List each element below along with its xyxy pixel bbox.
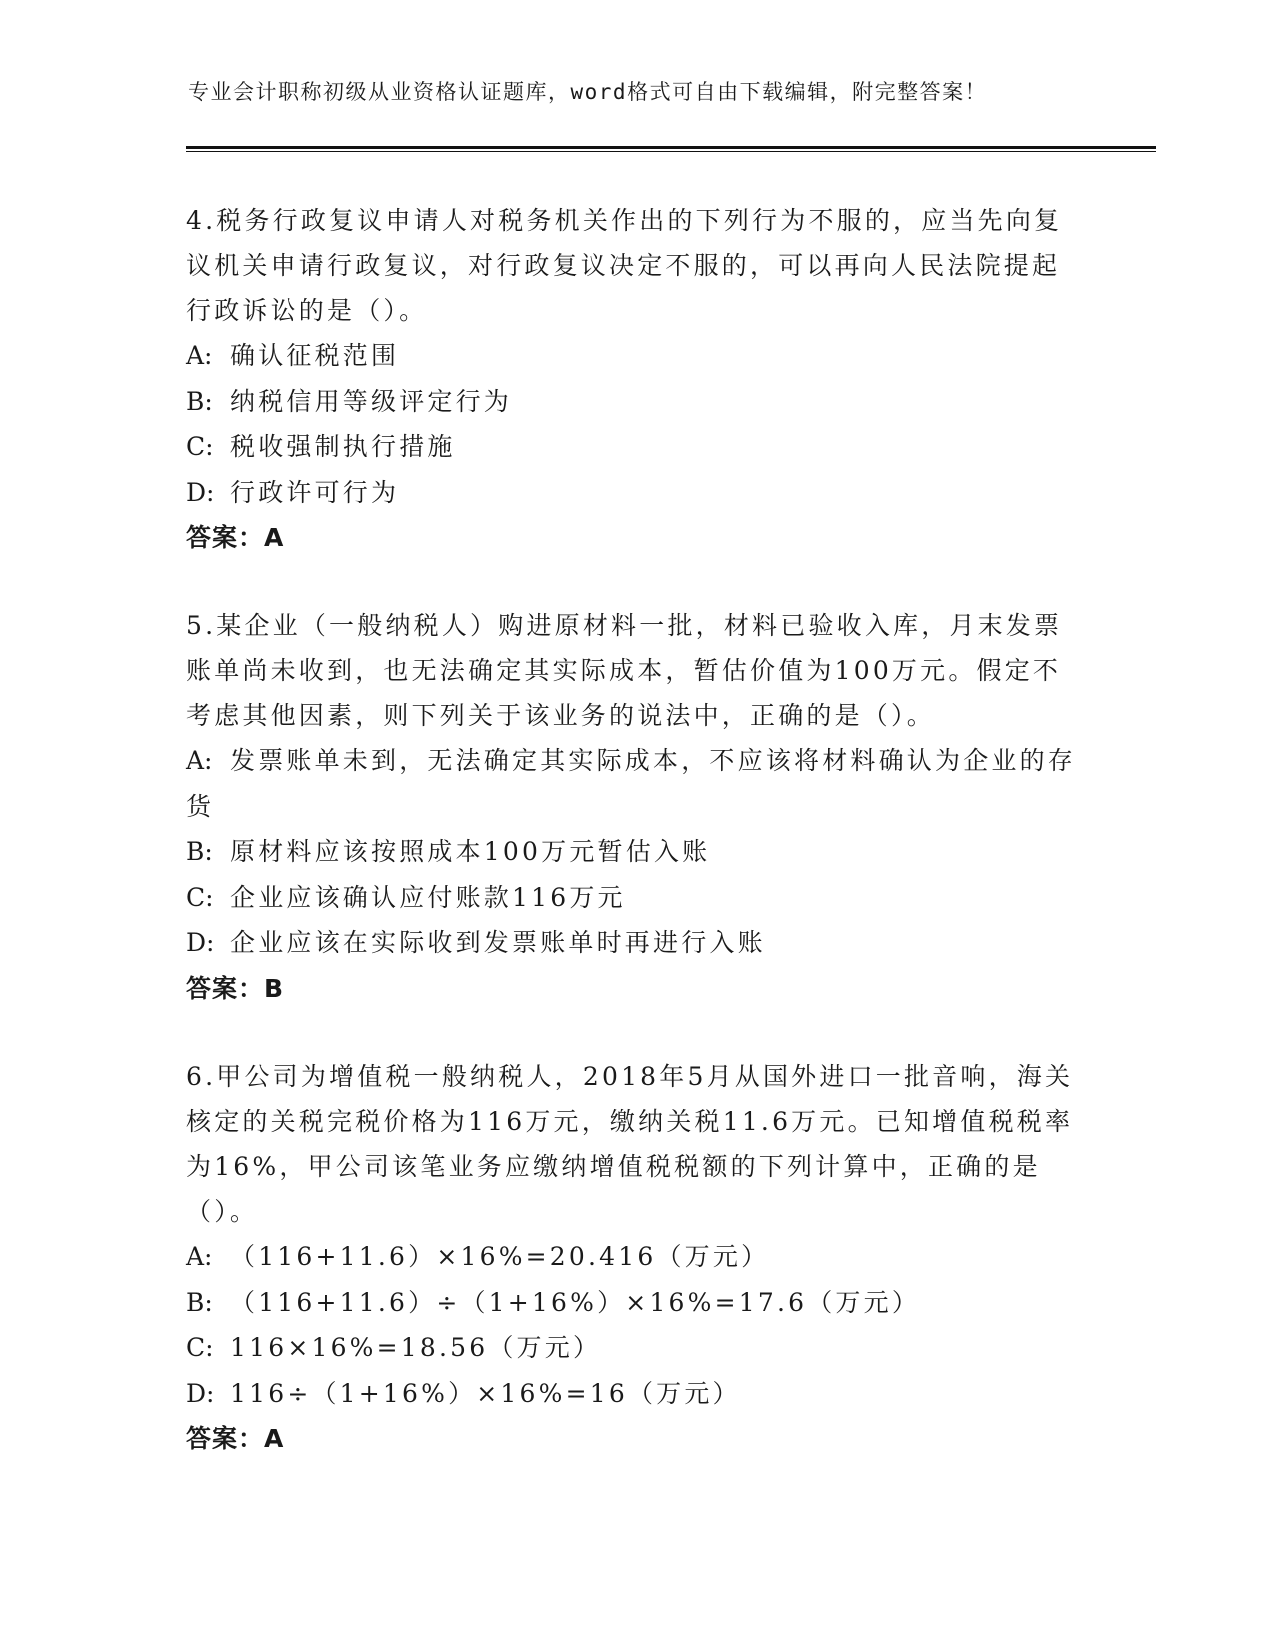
answer-label: 答案：A [186,1424,285,1453]
option-letter: C: [186,432,214,461]
option-text: 发票账单未到，无法确定其实际成本，不应该将材料确认为企业的存货 [186,746,1077,821]
option-d [186,920,1086,966]
answer-label: 答案：B [186,973,285,1003]
option-letter: A: [186,1242,213,1271]
option-text: （116+11.6）÷（1+16%）×16%=17.6（万元） [230,1287,921,1317]
option-text: 行政许可行为 [230,477,400,507]
question-4 [186,198,1086,561]
option-letter: A: [186,341,213,370]
question-text: 5.某企业（一般纳税人）购进原材料一批，材料已验收入库，月末发票账单尚未收到，也无法确定其实际成本，暂估价值为100万元。假定不考虑其他因素，则下列关于该业务的说法中，正确的是（）。 [186,611,1063,730]
option-d [186,470,1086,516]
option-text: 企业应该在实际收到发票账单时再进行入账 [230,928,766,957]
option-c [186,1325,1086,1371]
option-letter: D: [186,1378,215,1408]
option-text: （116+11.6）×16%=20.416（万元） [230,1242,770,1271]
option-letter: D: [186,928,215,957]
header-rule-thick [186,146,1156,149]
option-text: 税收强制执行措施 [230,432,456,461]
header-rule-thin [186,151,1156,152]
option-d [186,1371,1086,1417]
option-a [186,738,1086,829]
option-a [186,333,1086,379]
option-letter: C: [186,1333,214,1362]
option-text: 企业应该确认应付账款116万元 [230,882,626,912]
option-letter: A: [186,746,213,775]
document-header: 专业会计职称初级从业资格认证题库，word格式可自由下载编辑，附完整答案！ [188,80,988,104]
option-text: 116÷（1+16%）×16%=16（万元） [230,1378,741,1408]
option-letter: B: [186,386,213,416]
option-a [186,1234,1086,1280]
option-b [186,1280,1086,1326]
option-text: 纳税信用等级评定行为 [230,386,513,416]
answer-label: 答案：A [186,523,285,552]
option-letter: C: [186,882,214,912]
option-letter: B: [186,837,213,866]
option-letter: D: [186,477,215,507]
question-text: 4.税务行政复议申请人对税务机关作出的下列行为不服的，应当先向复议机关申请行政复议，对行政复议决定不服的，可以再向人民法院提起行政诉讼的是（）。 [186,206,1063,325]
option-c [186,875,1086,921]
option-letter: B: [186,1287,213,1317]
question-text: 6.甲公司为增值税一般纳税人，2018年5月从国外进口一批音响，海关核定的关税完税价格为116万元，缴纳关税11.6万元。已知增值税税率为16%，甲公司该笔业务应缴纳增值税税额的下列计算中，正确的是（）。 [186,1062,1074,1226]
option-b [186,829,1086,875]
option-text: 确认征税范围 [230,341,400,370]
option-text: 116×16%=18.56（万元） [230,1333,602,1362]
question-5 [186,603,1086,1012]
question-6 [186,1054,1086,1462]
option-b [186,379,1086,425]
option-c [186,424,1086,470]
option-text: 原材料应该按照成本100万元暂估入账 [230,837,711,866]
